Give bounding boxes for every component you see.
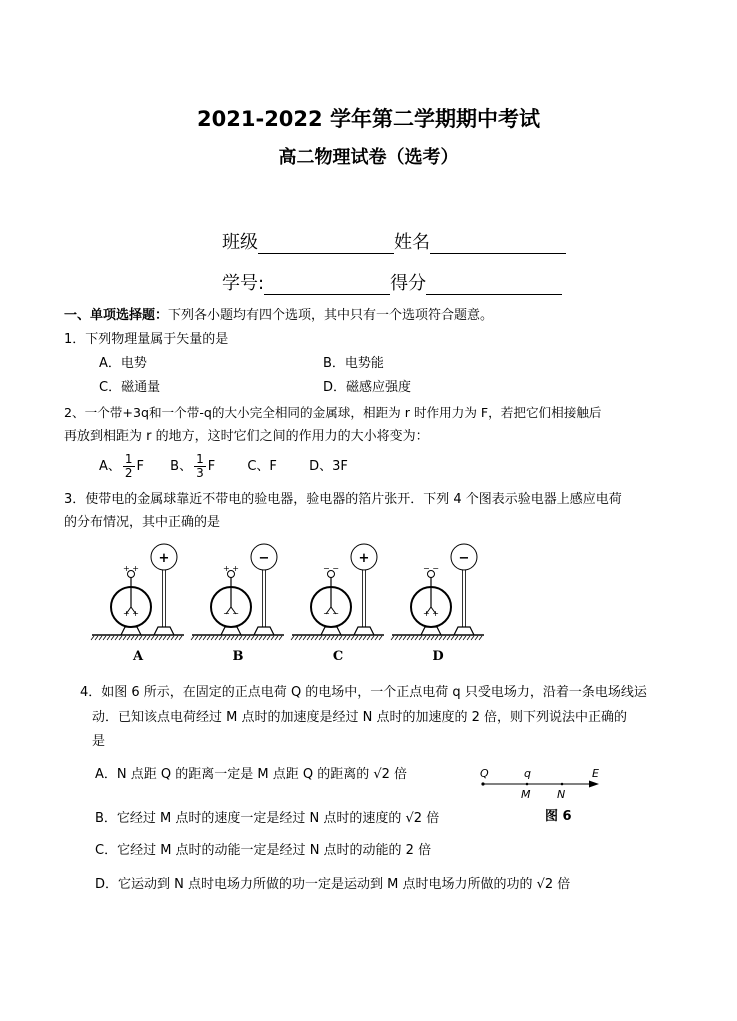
ground-hatch	[331, 636, 334, 640]
ground-hatch	[399, 636, 402, 640]
q1-option-d[interactable]: D．磁感应强度	[323, 380, 412, 395]
q2-option-b[interactable]	[170, 452, 216, 480]
ground-hatch	[131, 636, 134, 640]
ground-hatch	[463, 636, 466, 640]
q4-line2: 动．已知该点电荷经过 M 点时的加速度是经过 N 点时的加速度的 2 倍，则下列说法中正确的	[92, 710, 628, 725]
class-label: 班级	[222, 232, 258, 253]
section-title: 一、单项选择题：	[64, 308, 169, 323]
ground-hatch	[119, 636, 122, 640]
ground-hatch	[115, 636, 118, 640]
q4-option-c[interactable]: C．它经过 M 点时的动能一定是经过 N 点时的动能的 2 倍	[95, 843, 432, 858]
q1-option-a[interactable]: A．电势	[99, 356, 147, 371]
electroscope-d-base	[421, 627, 441, 635]
point-m	[526, 783, 529, 786]
electroscope-a-top-charge: + +	[123, 564, 139, 573]
exam-title: 2021-2022 学年第二学期期中考试	[197, 107, 540, 131]
ground-hatch	[251, 636, 254, 640]
ground-hatch	[419, 636, 422, 640]
ground-hatch	[443, 636, 446, 640]
ground-hatch	[107, 636, 110, 640]
denominator: 3	[196, 466, 204, 480]
ground-hatch	[363, 636, 366, 640]
ground-hatch	[147, 636, 150, 640]
ground-hatch	[447, 636, 450, 640]
ground-hatch	[299, 636, 302, 640]
student-id-label: 学号:	[222, 273, 265, 294]
ground-hatch	[259, 636, 262, 640]
ground-hatch	[279, 636, 282, 640]
q4-line1: 4．如图 6 所示，在固定的正点电荷 Q 的电场中，一个正点电荷 q 只受电场力，沿着一条电场线运	[80, 685, 647, 700]
q1-stem: 1．下列物理量属于矢量的是	[64, 332, 229, 347]
ground-hatch	[195, 636, 198, 640]
option-label: B、	[170, 459, 193, 474]
ground-hatch	[135, 636, 138, 640]
electroscope-c-ball-charge: +	[358, 551, 370, 566]
electroscope-d-label: D	[432, 649, 444, 664]
ground-hatch	[215, 636, 218, 640]
ground-hatch	[327, 636, 330, 640]
ground-hatch	[307, 636, 310, 640]
ground-hatch	[163, 636, 166, 640]
ground-hatch	[431, 636, 434, 640]
ground-hatch	[207, 636, 210, 640]
ground-hatch	[175, 636, 178, 640]
label-M: M	[521, 788, 531, 801]
ground-hatch	[199, 636, 202, 640]
ground-hatch	[427, 636, 430, 640]
ground-hatch	[479, 636, 482, 640]
ground-hatch	[95, 636, 98, 640]
fraction	[194, 453, 206, 480]
electroscope-a-stand	[163, 570, 166, 627]
denominator: 2	[124, 466, 133, 480]
score-blank[interactable]	[426, 276, 562, 295]
ground-hatch	[315, 636, 318, 640]
electroscope-c-stand	[363, 570, 366, 627]
student-id-blank[interactable]	[264, 276, 390, 295]
electroscope-b-base	[221, 627, 241, 635]
ground-hatch	[235, 636, 238, 640]
ground-hatch	[219, 636, 222, 640]
ground-hatch	[291, 636, 294, 640]
ground-hatch	[351, 636, 354, 640]
q2-option-c[interactable]: C、F	[247, 459, 277, 474]
ground-hatch	[311, 636, 314, 640]
electroscope-c-base	[321, 627, 341, 635]
q2-option-a[interactable]	[99, 452, 145, 480]
electroscope-c-leaf-charge: − −	[323, 609, 339, 618]
ground-hatch	[423, 636, 426, 640]
electroscope-b-leaf-charge: − −	[223, 609, 239, 618]
name-label: 姓名	[394, 232, 430, 253]
arrow-icon	[589, 781, 599, 788]
ground-hatch	[375, 636, 378, 640]
ground-hatch	[267, 636, 270, 640]
q2-line1: 2、一个带+3q和一个带-q的大小完全相同的金属球，相距为 r 时作用力为 F，若把它们相接触后	[64, 405, 602, 420]
ground-hatch	[371, 636, 374, 640]
q2-line2: 再放到相距为 r 的地方，这时它们之间的作用力的大小将变为：	[64, 429, 429, 444]
unit: F	[207, 459, 216, 474]
ground-hatch	[455, 636, 458, 640]
section-heading	[64, 308, 493, 324]
ground-hatch	[415, 636, 418, 640]
ground-hatch	[439, 636, 442, 640]
electroscope-b-ball-charge: −	[258, 551, 270, 566]
ground-hatch	[231, 636, 234, 640]
ground-hatch	[223, 636, 226, 640]
class-name-row	[222, 232, 566, 254]
ground-hatch	[391, 636, 394, 640]
ground-hatch	[339, 636, 342, 640]
fraction	[123, 453, 135, 480]
ground-hatch	[459, 636, 462, 640]
ground-hatch	[379, 636, 382, 640]
ground-hatch	[127, 636, 130, 640]
ground-hatch	[167, 636, 170, 640]
ground-hatch	[347, 636, 350, 640]
point-q-source	[481, 782, 484, 785]
label-Q: Q	[480, 767, 489, 780]
ground-hatch	[103, 636, 106, 640]
q1-option-b[interactable]: B．电势能	[323, 356, 384, 371]
electroscope-a-base	[121, 627, 141, 635]
ground-hatch	[451, 636, 454, 640]
numerator: 1	[124, 452, 133, 466]
ground-hatch	[355, 636, 358, 640]
ground-hatch	[343, 636, 346, 640]
label-E: E	[592, 767, 599, 780]
electroscope-d-stand	[463, 570, 466, 627]
ground-hatch	[295, 636, 298, 640]
id-score-row	[222, 273, 562, 295]
electroscope-c-stand-base	[354, 627, 374, 635]
q2-option-d[interactable]: D、3F	[309, 459, 348, 474]
ground-hatch	[179, 636, 182, 640]
ground-hatch	[271, 636, 274, 640]
ground-hatch	[303, 636, 306, 640]
ground-hatch	[91, 636, 94, 640]
ground-hatch	[467, 636, 470, 640]
electroscope-d-stand-base	[454, 627, 474, 635]
electroscope-b-stand-base	[254, 627, 274, 635]
ground-hatch	[159, 636, 162, 640]
q3-line2: 的分布情况，其中正确的是	[64, 515, 221, 530]
ground-hatch	[395, 636, 398, 640]
q2-options	[99, 452, 348, 482]
electroscope-a-label: A	[132, 649, 144, 664]
electroscope-c-top-charge: − −	[323, 564, 339, 573]
exam-subtitle: 高二物理试卷（选考）	[278, 147, 459, 168]
electroscope-c-label: C	[332, 649, 344, 664]
electroscope-b-stand	[263, 570, 266, 627]
ground-hatch	[99, 636, 102, 640]
ground-hatch	[123, 636, 126, 640]
electroscope-b-top-charge: + +	[223, 564, 239, 573]
electroscope-d-leaf-charge: + +	[423, 609, 439, 618]
ground-hatch	[403, 636, 406, 640]
q4-line3: 是	[92, 734, 106, 749]
ground-hatch	[319, 636, 322, 640]
name-blank[interactable]	[430, 235, 566, 254]
section-instructions: 下列各小题均有四个选项，其中只有一个选项符合题意。	[168, 308, 494, 323]
ground-hatch	[263, 636, 266, 640]
q4-option-b[interactable]: B．它经过 M 点时的速度一定是经过 N 点时的速度的 √2 倍	[95, 811, 440, 826]
q4-option-d[interactable]: D．它运动到 N 点时电场力所做的功一定是运动到 M 点时电场力所做的功的 √2 倍	[95, 877, 571, 892]
ground-hatch	[323, 636, 326, 640]
ground-hatch	[247, 636, 250, 640]
ground-hatch	[407, 636, 410, 640]
label-N: N	[557, 788, 566, 801]
ground-hatch	[411, 636, 414, 640]
ground-hatch	[243, 636, 246, 640]
q3-line1: 3．使带电的金属球靠近不带电的验电器，验电器的箔片张开．下列 4 个图表示验电器上感应电荷	[64, 492, 622, 507]
ground-hatch	[255, 636, 258, 640]
numerator: 1	[196, 452, 204, 466]
electroscope-figures	[88, 540, 488, 670]
ground-hatch	[151, 636, 154, 640]
ground-hatch	[211, 636, 214, 640]
class-blank[interactable]	[258, 235, 394, 254]
ground-hatch	[143, 636, 146, 640]
electroscope-b-label: B	[232, 649, 244, 664]
ground-hatch	[475, 636, 478, 640]
ground-hatch	[239, 636, 242, 640]
ground-hatch	[191, 636, 194, 640]
ground-hatch	[275, 636, 278, 640]
score-label: 得分	[390, 273, 427, 294]
figure-6	[475, 762, 615, 826]
electroscope-a-ball-charge: +	[158, 551, 170, 566]
ground-hatch	[227, 636, 230, 640]
ground-hatch	[111, 636, 114, 640]
ground-hatch	[335, 636, 338, 640]
q1-option-c[interactable]: C．磁通量	[99, 380, 161, 395]
figure-caption: 图 6	[545, 809, 572, 824]
electroscope-d-ball-charge: −	[458, 551, 470, 566]
electroscope-a-stand-base	[154, 627, 174, 635]
ground-hatch	[359, 636, 362, 640]
option-label: A、	[99, 459, 121, 474]
ground-hatch	[171, 636, 174, 640]
ground-hatch	[203, 636, 206, 640]
ground-hatch	[471, 636, 474, 640]
ground-hatch	[435, 636, 438, 640]
label-q: q	[524, 767, 531, 780]
ground-hatch	[155, 636, 158, 640]
point-n	[561, 783, 564, 786]
ground-hatch	[139, 636, 142, 640]
q4-option-a[interactable]: A．N 点距 Q 的距离一定是 M 点距 Q 的距离的 √2 倍	[95, 767, 408, 782]
electroscope-a-leaf-charge: + +	[123, 609, 139, 618]
ground-hatch	[367, 636, 370, 640]
unit: F	[136, 459, 145, 474]
electroscope-d-top-charge: − −	[423, 564, 439, 573]
